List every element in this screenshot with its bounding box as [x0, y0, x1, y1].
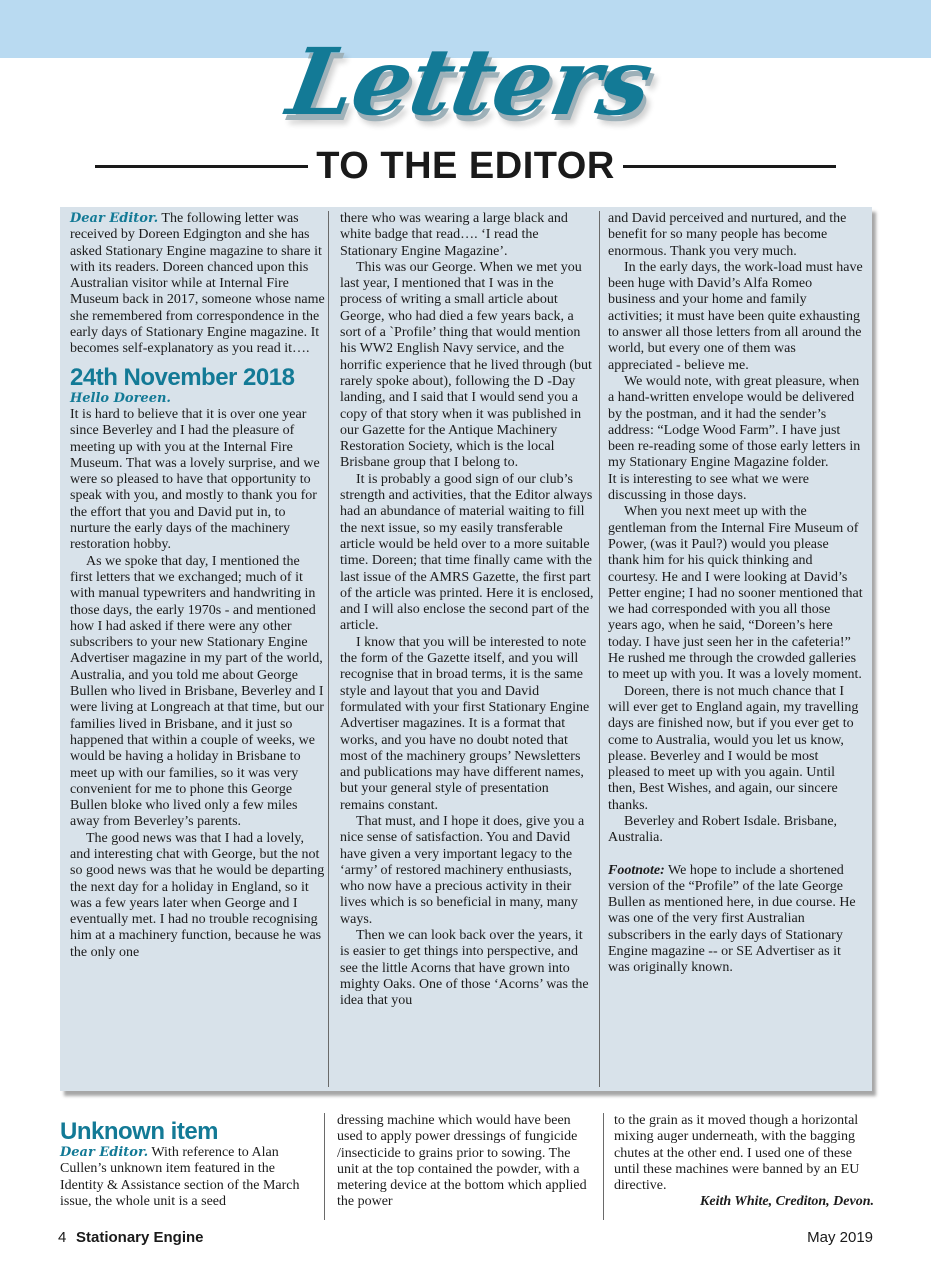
subtitle-rule-left: [95, 165, 308, 168]
paragraph: The good news was that I had a lovely, and interesting chat with George, but the not so good news was that he would be departing the next day for a holiday in England, so it was a few years later when George and I eventually met. I had no trouble recognising him at a machinery function, because he was the only one: [70, 830, 325, 960]
paragraph: When you next meet up with the gentleman from the Internal Fire Museum of Power, (was it Paul?) would you please thank him for his quick thinking and courtesy. He and I were looking at David’s Petter engine; I had no sooner mentioned that we had corresponded with you all those years ago, when he said, “Doreen’s here today. I have just seen her in the cafeteria!” He rushed me through the crowded galleries to meet up with you. It was a lovely moment.: [608, 504, 863, 683]
paragraph: Doreen, there is not much chance that I will ever get to England again, my travelling days are finished now, but if you ever get to come to Australia, would you let us know, please. Beverley and I would be most pleased to meet up with you again. Until then, Best Wishes, and again, our sincere thanks.: [608, 683, 859, 813]
unknown-item-column-2: [337, 1113, 591, 1211]
paragraph: Then we can look back over the years, it is easier to get things into perspective, and see the little Acorns that have grown into mighty Oaks. One of those ‘Acorns’ was the idea that you: [340, 928, 589, 1009]
paragraph: It is hard to believe that it is over one year since Beverley and I had the pleasure of meeting up with you at the Internal Fire Museum. That was a lovely surprise, and we were so pleased to have that opportunity to speak with you, and mostly to thank you for the effort that you and David put in, to nurture the early days of the machinery restoration hobby.: [70, 406, 320, 553]
letter-column-3: [608, 211, 863, 977]
section-subtitle: TO THE EDITOR: [316, 144, 615, 187]
letter-date-heading: 24th November 2018: [70, 363, 295, 391]
column-divider: [324, 1113, 325, 1220]
section-subtitle-row: [95, 145, 836, 187]
unknown-item-salutation: Dear Editor.: [60, 1145, 149, 1160]
letter-panel: [60, 207, 872, 1091]
paragraph: In the early days, the work-load must have been huge with David’s Alfa Romeo business and your home and family activities; it must have been quite exhausting to answer all those letters from all around the world, but every one of them was appreciated - believe me.: [608, 259, 863, 373]
paragraph: and David perceived and nurtured, and the benefit for so many people has become enormous. Thank you very much.: [608, 211, 847, 259]
paragraph: As we spoke that day, I mentioned the first letters that we exchanged; much of it with manual typewriters and handwriting in those days, the early 1970s - and mentioned how I had asked if there were any other subscribers to your new Stationary Engine Advertiser magazine in my part of the world, Australia, and you told me about George Bullen who lived in Brisbane, Beverley and I were living at Longreach at that time, but our families lived in Brisbane, and it just so happened that within a couple of weeks, we would be having a holiday in Brisbane to meet up with our families, so it was very convenient for me to phone this George Bullen bloke who lived only a few miles away from Beverley’s parents.: [70, 553, 324, 830]
column-divider: [603, 1113, 604, 1220]
footnote-text: We hope to include a shortened version of the “Profile” of the late George Bullen as mentioned here, in due course. He was one of the very first Australian subscribers in the early days of Stationary Engine magazine -- or SE Advertiser as it was originally known.: [608, 862, 856, 976]
magazine-name: Stationary Engine: [76, 1229, 204, 1246]
unknown-item-column-3: [614, 1113, 874, 1211]
footnote-label: Footnote:: [608, 862, 665, 878]
issue-date: May 2019: [807, 1229, 873, 1246]
paragraph: We would note, with great pleasure, when a hand-written envelope would be delivered by the postman, and it had the sender’s address: “Lodge Wood Farm”. I have just been re-reading some of those early letters in my Stationary Engine Magazine folder.: [608, 373, 861, 471]
footnote: [608, 863, 863, 977]
page-footer: [58, 1227, 873, 1249]
unknown-item-heading: Unknown item: [60, 1118, 219, 1145]
unknown-item-text: With reference to Alan Cullen’s unknown item featured in the Identity & Assistance section of the March issue, the whole unit is a seed: [60, 1145, 300, 1209]
unknown-item-text: to the grain as it moved though a horizontal mixing auger underneath, with the bagging chutes at the other end. I used one of these until these machines were banned by an EU directive.: [614, 1113, 860, 1194]
paragraph: This was our George. When we met you last year, I mentioned that I was in the process of writing a small article about George, who had died a few years back, a sort of a `Profile’ thing that would mention his WW2 English Navy service, and the horrific experience that he lived through (but rarely spoke about), following the D -Day landing, and I said that I would send you a copy of that story when it was published in our Gazette for the Antique Machinery Restoration Society, which is the local Brisbane group that I belong to.: [340, 259, 592, 471]
paragraph: That must, and I hope it does, give you a nice sense of satisfaction. You and David have given a very important legacy to the ‘army’ of restored machinery enthusiasts, who now have a precious activity in their lives which is so beneficial in many, many ways.: [340, 813, 585, 927]
letter-greeting: Hello Doreen.: [70, 390, 171, 406]
subtitle-rule-right: [623, 165, 836, 168]
paragraph: there who was wearing a large black and white badge that read…. ‘I read the Stationary Engine Magazine’.: [340, 211, 568, 259]
column-divider: [599, 211, 600, 1087]
unknown-item-text: dressing machine which would have been used to apply power dressings of fungicide /insecticide to grains prior to sowing. The unit at the top contained the powder, with a metering device at the bottom which applied the power: [337, 1113, 587, 1210]
paragraph: It is probably a good sign of our club’s strength and activities, that the Editor always had an abundance of material waiting to fill the next issue, so my easily transferable article would be held over to a more suitable time. Doreen; that time finally came with the last issue of the AMRS Gazette, the first part of the article was printed. Here it is enclosed, and I will also enclose the second part of the article.: [340, 471, 594, 634]
letters-logo: Letters: [280, 28, 660, 136]
paragraph: I know that you will be interested to note the form of the Gazette itself, and you will recognise that in broad terms, it is the same style and layout that you and David formulated with your first Stationary Engine Advertiser magazines. It is a format that works, and you have no doubt noted that most of the machinery groups’ Newsletters and publications may have different names, but your general style of presentation remains constant.: [340, 634, 590, 813]
letter-column-1: [70, 211, 325, 961]
unknown-item-signature: Keith White, Crediton, Devon.: [700, 1194, 874, 1210]
letter-signoff: Beverley and Robert Isdale. Brisbane, Australia.: [608, 813, 838, 846]
salutation: Dear Editor.: [70, 211, 159, 226]
intro-text: The following letter was received by Doreen Edgington and she has asked Stationary Engine magazine to share it with its readers. Doreen chanced upon this Australian visitor while at Internal Fire Museum back in 2017, someone whose name she remembered from correspondence in the early days of Stationary Engine magazine. It becomes self-explanatory as you read it….: [70, 211, 325, 357]
page-number: 4: [58, 1229, 67, 1246]
paragraph: It is interesting to see what we were discussing in those days.: [608, 471, 809, 504]
letter-column-2: [340, 211, 594, 1010]
unknown-item-column-1: [60, 1113, 315, 1210]
column-divider: [328, 211, 329, 1087]
